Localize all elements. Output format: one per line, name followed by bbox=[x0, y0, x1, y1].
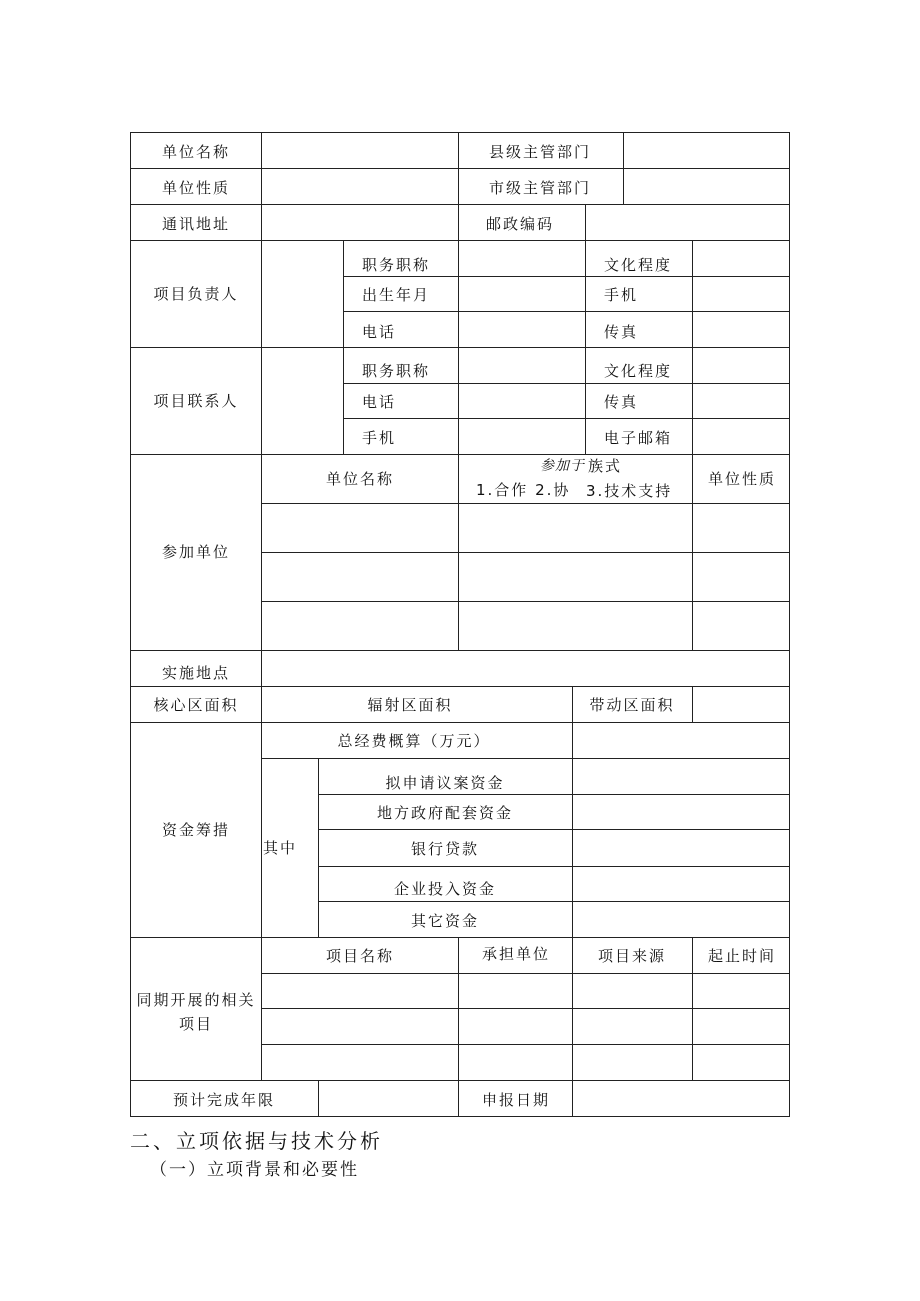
leader-fax-label: 传真 bbox=[604, 323, 639, 341]
grid-line bbox=[318, 758, 319, 937]
grid-line bbox=[130, 168, 790, 169]
grid-line bbox=[692, 937, 693, 1080]
grid-line bbox=[318, 866, 790, 867]
grid-line bbox=[130, 722, 790, 723]
grid-line bbox=[261, 973, 790, 974]
grid-line bbox=[261, 758, 790, 759]
participant-nature-header: 单位性质 bbox=[707, 470, 777, 488]
related-period-header: 起止时间 bbox=[707, 947, 777, 965]
grid-line bbox=[458, 240, 459, 454]
leader-birth-label: 出生年月 bbox=[362, 286, 431, 304]
grid-line bbox=[130, 240, 790, 241]
grid-line bbox=[623, 132, 624, 204]
grid-line bbox=[318, 1080, 319, 1116]
section-heading: 二、立项依据与技术分析 bbox=[130, 1129, 383, 1153]
funding-label: 资金筹措 bbox=[161, 821, 231, 839]
grid-line bbox=[343, 311, 790, 312]
grid-line bbox=[130, 454, 790, 455]
report-date-label: 申报日期 bbox=[481, 1091, 551, 1109]
funding-item: 其它资金 bbox=[410, 912, 480, 930]
grid-line bbox=[318, 901, 790, 902]
driven-area-label: 带动区面积 bbox=[589, 696, 675, 714]
contact-mobile-label: 手机 bbox=[362, 429, 397, 447]
grid-line bbox=[318, 829, 790, 830]
grid-line bbox=[130, 132, 790, 133]
radiation-area-label: 辐射区面积 bbox=[367, 696, 453, 714]
city-dept-label: 市级主管部门 bbox=[488, 179, 592, 197]
grid-line bbox=[572, 686, 573, 722]
grid-line bbox=[130, 347, 790, 348]
grid-line bbox=[585, 204, 586, 240]
grid-line bbox=[318, 794, 790, 795]
grid-line bbox=[261, 1044, 790, 1045]
core-area-label: 核心区面积 bbox=[153, 696, 239, 714]
funding-item: 企业投入资金 bbox=[393, 880, 497, 898]
grid-line bbox=[130, 132, 131, 1117]
grid-line bbox=[572, 722, 573, 937]
county-dept-label: 县级主管部门 bbox=[488, 143, 592, 161]
funding-item: 拟申请议案资金 bbox=[385, 774, 505, 792]
grid-line bbox=[130, 686, 790, 687]
grid-line bbox=[130, 650, 790, 651]
grid-line bbox=[789, 132, 790, 1117]
grid-line bbox=[261, 1008, 790, 1009]
grid-line bbox=[261, 503, 790, 504]
grid-line bbox=[458, 132, 459, 240]
grid-line bbox=[130, 204, 790, 205]
related-projects-label-line1: 同期开展的相关 bbox=[136, 991, 256, 1009]
grid-line bbox=[343, 240, 344, 454]
grid-line bbox=[261, 132, 262, 1080]
project-contact-label: 项目联系人 bbox=[153, 392, 239, 410]
grid-line bbox=[130, 1080, 131, 1116]
leader-mobile-label: 手机 bbox=[604, 286, 639, 304]
grid-line bbox=[458, 937, 459, 1080]
grid-line bbox=[343, 276, 790, 277]
leader-phone-label: 电话 bbox=[362, 323, 397, 341]
related-undertaker-header: 承担单位 bbox=[481, 945, 551, 963]
grid-line bbox=[692, 686, 693, 722]
funding-item: 银行贷款 bbox=[410, 840, 480, 858]
grid-line bbox=[130, 1116, 790, 1117]
participation-mode-header-a: 参加于 bbox=[540, 458, 585, 474]
grid-line bbox=[585, 240, 586, 454]
participant-unit-name-header: 单位名称 bbox=[325, 470, 395, 488]
contact-title-label: 职务职称 bbox=[362, 362, 431, 380]
grid-line bbox=[572, 937, 573, 1080]
grid-line bbox=[458, 454, 459, 650]
site-label: 实施地点 bbox=[161, 664, 231, 682]
related-name-header: 项目名称 bbox=[325, 947, 395, 965]
section-subheading: （一）立项背景和必要性 bbox=[150, 1160, 359, 1180]
contact-fax-label: 传真 bbox=[604, 393, 639, 411]
unit-nature-label: 单位性质 bbox=[161, 179, 231, 197]
related-source-header: 项目来源 bbox=[597, 947, 667, 965]
contact-email-label: 电子邮箱 bbox=[604, 429, 673, 447]
grid-line bbox=[692, 240, 693, 454]
total-budget-label: 总经费概算（万元） bbox=[337, 732, 491, 750]
address-label: 通讯地址 bbox=[161, 215, 231, 233]
of-which-label: 其中 bbox=[263, 839, 298, 857]
participation-mode-options-b: 3.技术支持 bbox=[586, 482, 673, 500]
contact-education-label: 文化程度 bbox=[604, 362, 673, 380]
leader-title-label: 职务职称 bbox=[362, 256, 431, 274]
contact-phone-label: 电话 bbox=[362, 393, 397, 411]
grid-line bbox=[130, 937, 790, 938]
grid-line bbox=[458, 1080, 459, 1116]
related-projects-label-line2: 项目 bbox=[178, 1015, 214, 1033]
leader-education-label: 文化程度 bbox=[604, 256, 673, 274]
grid-line bbox=[130, 1080, 790, 1081]
participation-mode-options-a: 1.合作 2.协 bbox=[476, 481, 571, 499]
completion-label: 预计完成年限 bbox=[172, 1091, 276, 1109]
unit-name-label: 单位名称 bbox=[161, 143, 231, 161]
grid-line bbox=[343, 418, 790, 419]
participants-label: 参加单位 bbox=[161, 543, 231, 561]
grid-line bbox=[261, 552, 790, 553]
grid-line bbox=[261, 601, 790, 602]
participation-mode-header-b: 族式 bbox=[588, 457, 623, 475]
grid-line bbox=[692, 454, 693, 650]
funding-item: 地方政府配套资金 bbox=[376, 804, 514, 822]
project-leader-label: 项目负责人 bbox=[153, 285, 239, 303]
grid-line bbox=[343, 383, 790, 384]
grid-line bbox=[572, 1080, 573, 1116]
postcode-label: 邮政编码 bbox=[485, 215, 555, 233]
